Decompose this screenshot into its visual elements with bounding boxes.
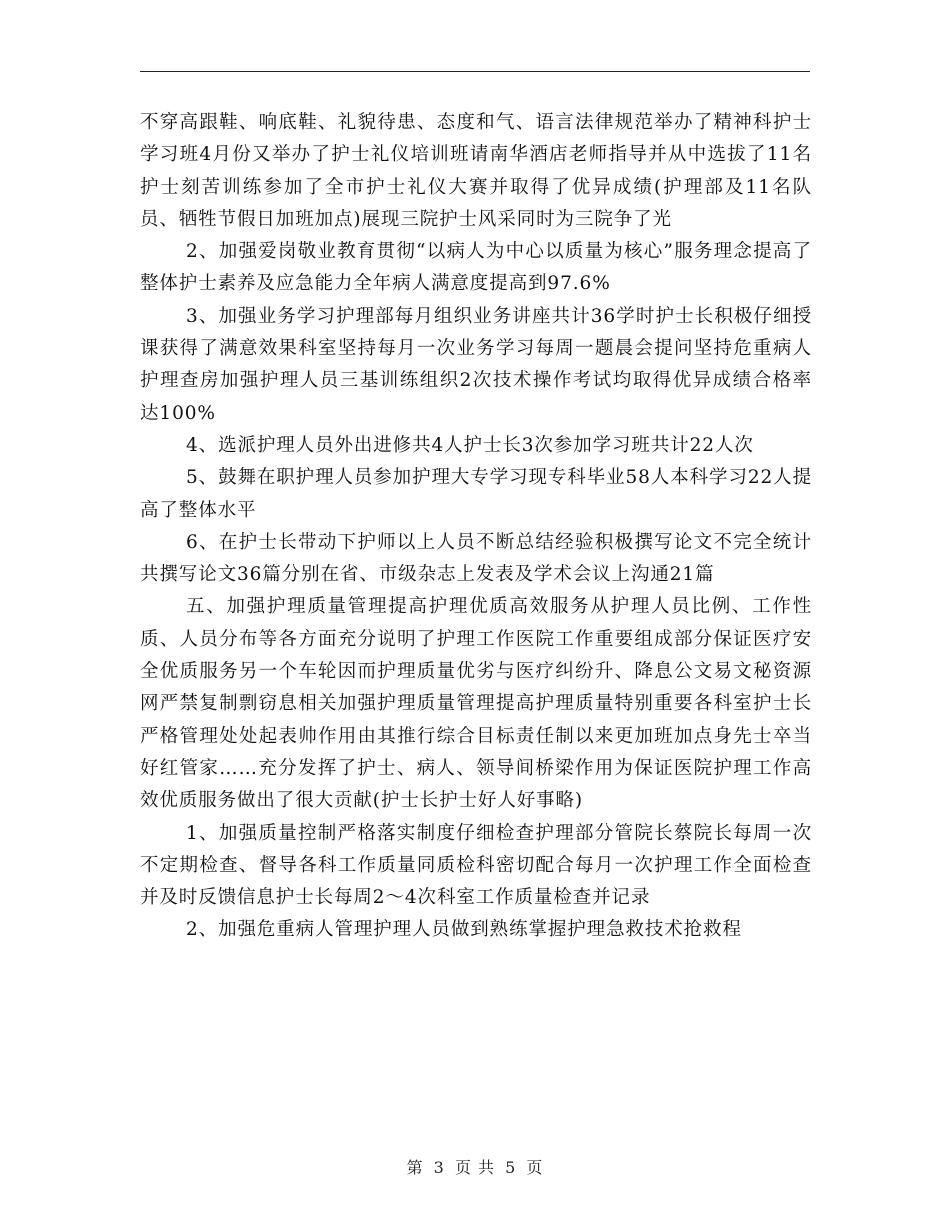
- document-body: [140, 107, 812, 947]
- paragraph: 2、加强危重病人管理护理人员做到熟练掌握护理急救技术抢救程: [186, 919, 742, 941]
- paragraph: 4、选派护理人员外出进修共4人护士长3次参加学习班共计22人次: [186, 434, 754, 456]
- total-pages-number: 5: [505, 1158, 517, 1177]
- footer-middle: 页 共: [454, 1158, 496, 1177]
- paragraph: 3、加强业务学习护理部每月组织业务讲座共计36学时护士长积极仔细授课获得了满意效果科室坚持每月一次业务学习每周一题晨会提问坚持危重病人护理查房加强护理人员三基训练组织2次技术操作考试均取得优异成绩合格率达100%: [140, 305, 812, 424]
- paragraph: 5、鼓舞在职护理人员参加护理大专学习现专科毕业58人本科学习22人提高了整体水平: [140, 467, 812, 521]
- section-paragraph: 五、加强护理质量管理提高护理优质高效服务从护理人员比例、工作性质、人员分布等各方面充分说明了护理工作医院工作重要组成部分保证医疗安全优质服务另一个车轮因而护理质量优劣与医疗纠纷升、降息公文易文秘资源网严禁复制剽窃息相关加强护理质量管理提高护理质量特别重要各科室护士长严格管理处处起表帅作用由其推行综合目标责任制以来更加班加点身先士卒当好红管家……充分发挥了护士、病人、领导间桥梁作用为保证医院护理工作高效优质服务做出了很大贡献(护士长护士好人好事略): [140, 596, 812, 812]
- page-footer: [0, 1155, 950, 1178]
- paragraph: 6、在护士长带动下护师以上人员不断总结经验积极撰写论文不完全统计共撰写论文36篇分别在省、市级杂志上发表及学术会议上沟通21篇: [140, 531, 812, 586]
- paragraph: 不穿高跟鞋、响底鞋、礼貌待患、态度和气、语言法律规范举办了精神科护士学习班4月份又举办了护士礼仪培训班请南华酒店老师指导并从中选拔了11名护士刻苦训练参加了全市护士礼仪大赛并取得了优异成绩(护理部及11名队员、牺牲节假日加班加点)展现三院护士风采同时为三院争了光: [140, 112, 812, 230]
- footer-prefix: 第: [406, 1158, 424, 1177]
- header-rule: [140, 71, 810, 72]
- current-page-number: 3: [433, 1158, 445, 1177]
- footer-suffix: 页: [526, 1158, 544, 1177]
- paragraph: 1、加强质量控制严格落实制度仔细检查护理部分管院长蔡院长每周一次不定期检查、督导各科工作质量同质检科密切配合每月一次护理工作全面检查并及时反馈信息护士长每周2～4次科室工作质量检查并记录: [140, 822, 812, 909]
- paragraph: 2、加强爱岗敬业教育贯彻“以病人为中心以质量为核心”服务理念提高了整体护士素养及应急能力全年病人满意度提高到97.6%: [140, 241, 812, 295]
